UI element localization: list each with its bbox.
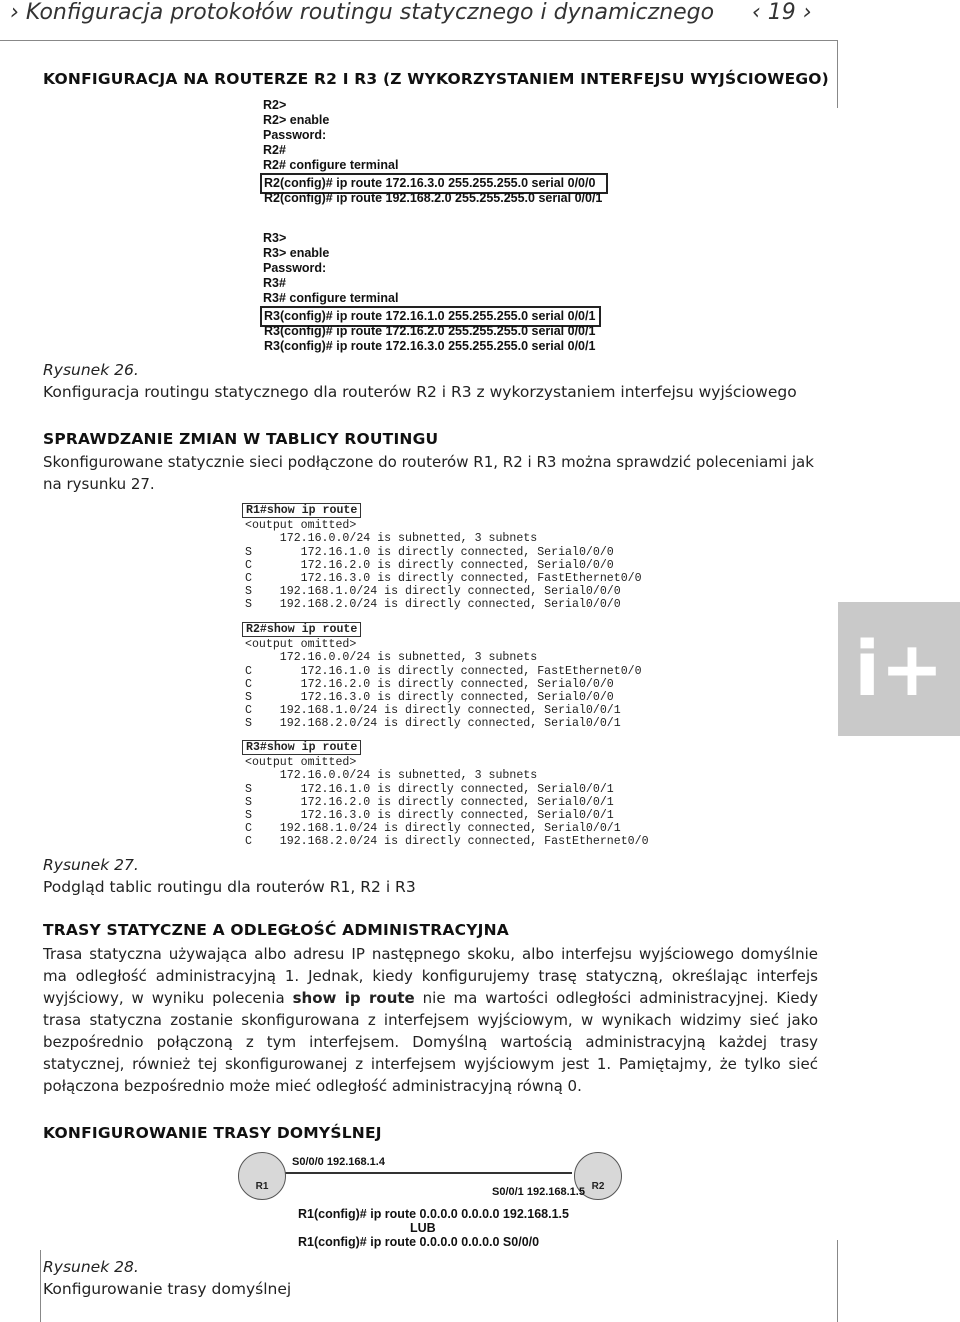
margin-rule-left	[40, 1250, 41, 1322]
cli-line: R2> enable	[263, 113, 330, 127]
cli-line: R3# configure terminal	[263, 291, 399, 305]
table-row: C 192.168.2.0/24 is directly connected, FastEthernet0/0	[245, 835, 649, 849]
section-heading-admin-distance: TRASY STATYCZNE A ODLEGŁOŚĆ ADMINISTRACYJNA	[43, 921, 509, 939]
cli-line: R3(config)# ip route 172.16.2.0 255.255.255.0 serial 0/0/1	[264, 324, 596, 338]
table-row: C 172.16.1.0 is directly connected, FastEthernet0/0	[245, 664, 642, 678]
table-row: S 192.168.2.0/24 is directly connected, Serial0/0/0	[245, 598, 621, 612]
margin-rule-top	[837, 40, 838, 108]
cli-line: R3(config)# ip route 172.16.3.0 255.255.255.0 serial 0/0/1	[264, 339, 596, 353]
paragraph-text: Trasa statyczna używająca albo adresu IP następnego skoku, albo interfejsu wyjściowego domyślnie ma odległość administracyjną 1. Jednak, kiedy konfigurujemy trasę statyczną, określając interfejs wyjściowy, w wyniku polecenia	[43, 945, 818, 1007]
table-row: S 172.16.2.0 is directly connected, Serial0/0/1	[245, 795, 614, 809]
table-row: C 172.16.2.0 is directly connected, Serial0/0/0	[245, 558, 614, 572]
figure-caption-text: Konfigurowanie trasy domyślnej	[43, 1280, 292, 1298]
show-ip-route-command: R1#show ip route	[242, 503, 361, 518]
cli-line: Password:	[263, 261, 327, 275]
table-row: C 172.16.3.0 is directly connected, FastEthernet0/0	[245, 571, 642, 585]
router-label: R2	[591, 1181, 605, 1192]
table-row: <output omitted>	[245, 519, 357, 533]
running-header	[10, 0, 812, 25]
default-route-diagram	[238, 1150, 618, 1210]
cli-line: R2# configure terminal	[263, 158, 399, 172]
page-number: ‹ 19 ›	[752, 0, 812, 25]
default-route-cmd-2: R1(config)# ip route 0.0.0.0 0.0.0.0 S0/0/0	[298, 1235, 540, 1249]
cli-line: R2(config)# ip route 192.168.2.0 255.255.255.0 serial 0/0/1	[264, 191, 603, 205]
chevron-right-icon: ›	[10, 0, 19, 25]
chapter-title: Konfiguracja protokołów routingu statycznego i dynamicznego	[25, 0, 715, 25]
table-row: <output omitted>	[245, 756, 357, 770]
admin-distance-paragraph	[43, 943, 818, 1097]
figure-26-caption	[43, 359, 797, 403]
cli-line: R2#	[263, 143, 286, 157]
section-heading-r2-r3: KONFIGURACJA NA ROUTERZE R2 I R3 (Z WYKORZYSTANIEM INTERFEJSU WYJŚCIOWEGO)	[43, 70, 829, 88]
figure-label: Rysunek 27.	[43, 856, 139, 874]
section-heading-routing-table: SPRAWDZANIE ZMIAN W TABLICY ROUTINGU	[43, 430, 439, 448]
figure-caption-text: Konfiguracja routingu statycznego dla routerów R2 i R3 z wykorzystaniem interfejsu wyjściowego	[43, 383, 797, 401]
routing-table-r2	[245, 622, 642, 731]
section-paragraph: Skonfigurowane statycznie sieci podłączone do routerów R1, R2 i R3 można sprawdzić poleceniami jak na rysunku 27.	[43, 453, 814, 493]
r2-interface-label: S0/0/1 192.168.1.5	[492, 1186, 585, 1198]
table-row: S 172.16.1.0 is directly connected, Serial0/0/1	[245, 782, 614, 796]
default-route-cmd-1: R1(config)# ip route 0.0.0.0 0.0.0.0 192.168.1.5	[298, 1207, 569, 1221]
cli-line: R2>	[263, 98, 287, 112]
inline-command: show ip route	[292, 989, 415, 1007]
header-rule	[0, 40, 838, 41]
paragraph-text: nie ma wartości odległości administracyjnej. Kiedy trasa statyczna zostanie skonfigurowana z interfejsem wyjściowym, w wynikach widzimy sieć jako bezpośrednio połączoną z tym interfejsem. Domyślną wartością administracyjną każdej trasy statycznej, również tej skonfigurowanej z interfejsem wyjściowym jest 1. Pamiętajmy, że tylko sieć połączona bezpośrednio może mieć odległość administracyjną równą 0.	[43, 989, 818, 1095]
table-row: S 192.168.2.0/24 is directly connected, Serial0/0/1	[245, 717, 621, 731]
serial-link	[284, 1172, 572, 1174]
table-row: 172.16.0.0/24 is subnetted, 3 subnets	[245, 532, 538, 546]
routing-table-r1	[245, 503, 642, 612]
section-heading-default-route: KONFIGUROWANIE TRASY DOMYŚLNEJ	[43, 1124, 382, 1142]
show-ip-route-command: R3#show ip route	[242, 740, 361, 755]
table-row: <output omitted>	[245, 638, 357, 652]
table-row: S 172.16.1.0 is directly connected, Serial0/0/0	[245, 545, 614, 559]
cli-line: Password:	[263, 128, 327, 142]
table-row: S 192.168.1.0/24 is directly connected, Serial0/0/0	[245, 585, 621, 599]
table-row: 172.16.0.0/24 is subnetted, 3 subnets	[245, 769, 538, 783]
table-row: C 192.168.1.0/24 is directly connected, Serial0/0/1	[245, 704, 621, 718]
show-ip-route-command: R2#show ip route	[242, 622, 361, 637]
router-r1-icon	[238, 1152, 286, 1200]
table-row: S 172.16.3.0 is directly connected, Serial0/0/0	[245, 690, 614, 704]
cli-line: R2(config)# ip route 172.16.3.0 255.255.255.0 serial 0/0/0	[264, 176, 596, 190]
table-row: C 192.168.1.0/24 is directly connected, Serial0/0/1	[245, 822, 621, 836]
margin-rule-bottom	[837, 1240, 838, 1322]
cli-line: R3#	[263, 276, 286, 290]
or-label: LUB	[410, 1221, 436, 1235]
r2-config-block	[263, 98, 608, 206]
cli-line: R3(config)# ip route 172.16.1.0 255.255.255.0 serial 0/0/1	[264, 309, 596, 323]
highlighted-commands	[260, 306, 601, 353]
table-row: S 172.16.3.0 is directly connected, Serial0/0/1	[245, 808, 614, 822]
figure-label: Rysunek 28.	[43, 1258, 139, 1276]
routing-table-r3	[245, 740, 649, 849]
figure-label: Rysunek 26.	[43, 361, 139, 379]
highlighted-commands	[260, 173, 608, 205]
table-row: 172.16.0.0/24 is subnetted, 3 subnets	[245, 651, 538, 665]
router-label: R1	[255, 1181, 269, 1192]
figure-28-caption	[43, 1256, 291, 1300]
cli-line: R3> enable	[263, 246, 330, 260]
figure-caption-text: Podgląd tablic routingu dla routerów R1, R2 i R3	[43, 878, 416, 896]
r3-config-block	[263, 231, 601, 354]
table-row: C 172.16.2.0 is directly connected, Serial0/0/0	[245, 677, 614, 691]
r1-interface-label: S0/0/0 192.168.1.4	[292, 1156, 385, 1168]
cli-line: R3>	[263, 231, 287, 245]
figure-27-caption	[43, 854, 416, 898]
i-plus-badge: i+	[838, 602, 960, 736]
